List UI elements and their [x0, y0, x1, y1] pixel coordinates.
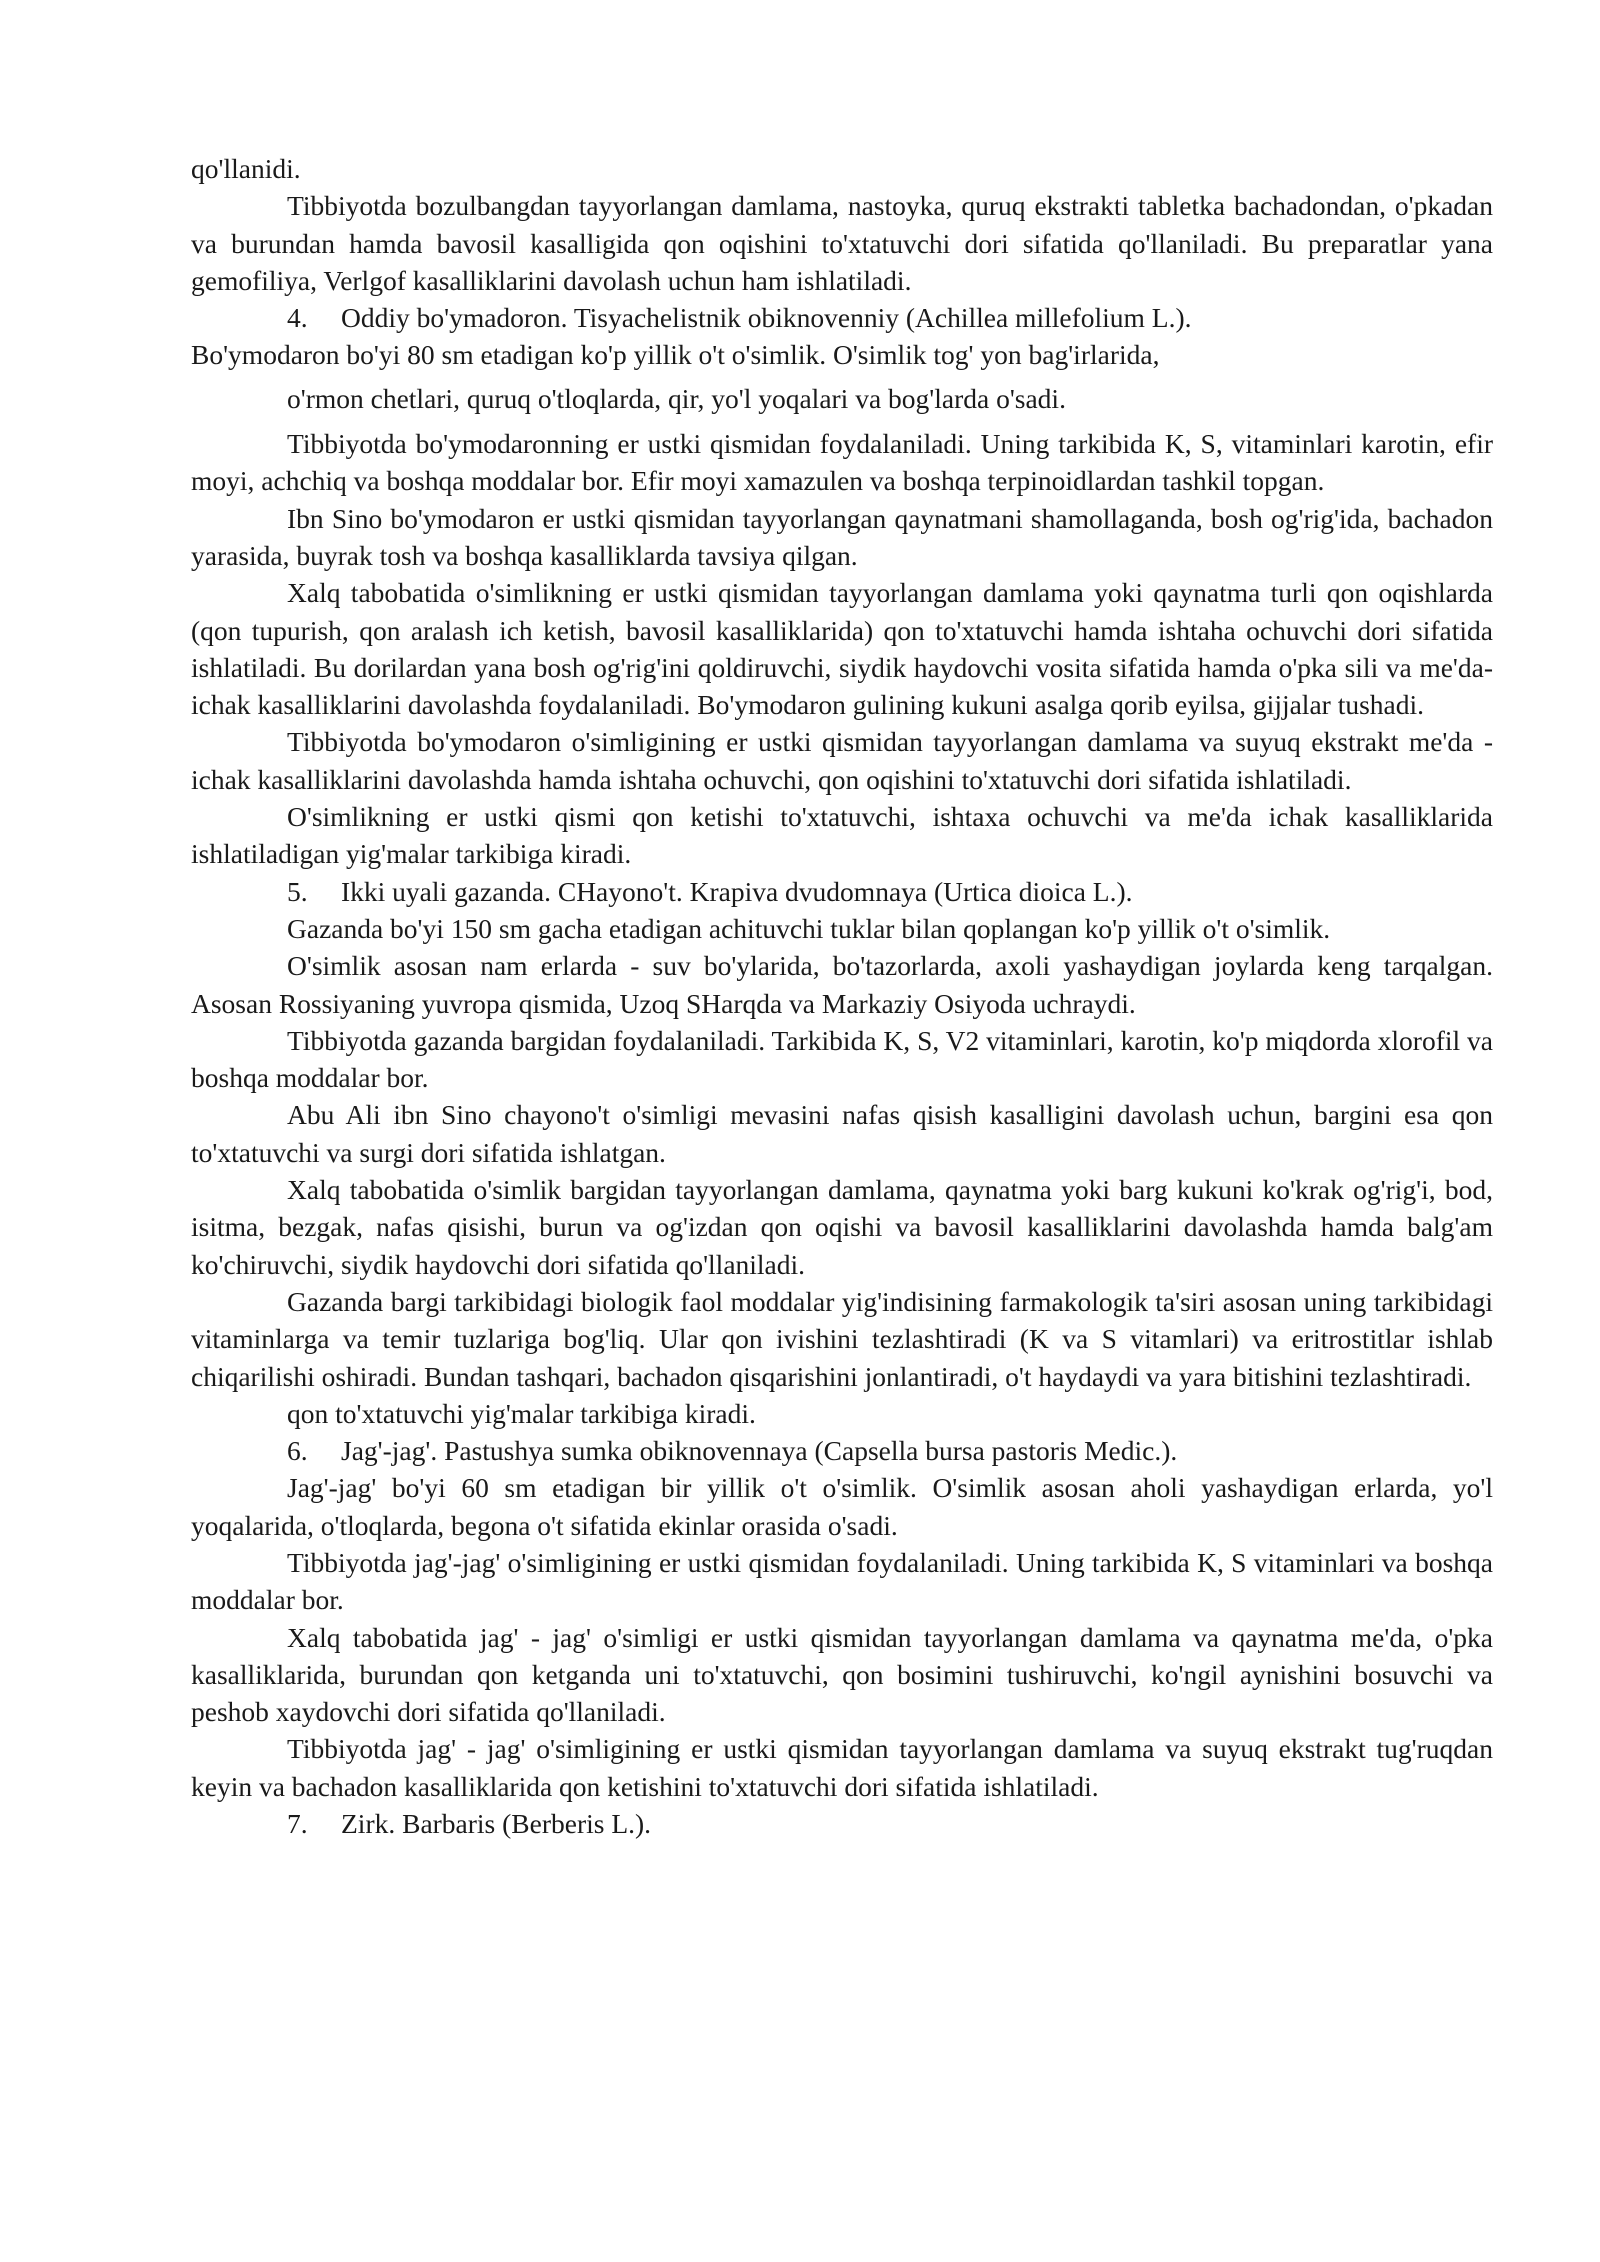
paragraph-medicine-boymodaron: Tibbiyotda bo'ymodaron o'simligining er ustki qismidan tayyorlangan damlama va suyuq ekstrakt me'da -ichak kasalliklarini davolashda hamda ishtaha ochuvchi, qon oqishini to'xtatuvchi dori sifatida ishlatiladi. [191, 726, 1493, 795]
list-item-4-heading [191, 299, 1493, 336]
document-page [191, 150, 1493, 1842]
list-number: 4. [287, 302, 308, 334]
paragraph-boymodaron-composition: Tibbiyotda bo'ymodaronning er ustki qismidan foydalaniladi. Uning tarkibida K, S, vitaminlari karotin, efir moyi, achchiq va boshqa moddalar bor. Efir moyi xamazulen va boshqa terpinoidlardan tashkil topgan. [191, 428, 1493, 497]
paragraph-gazanda-description: Gazanda bo'yi 150 sm gacha etadigan achituvchi tuklar bilan qoplangan ko'p yillik o't o'simlik. [287, 912, 1331, 944]
paragraph-folk-medicine-jagjag: Xalq tabobatida jag' - jag' o'simligi er ustki qismidan tayyorlangan damlama va qaynatma me'da, o'pka kasalliklarida, burundan qon ketganda uni to'xtatuvchi, qon bosimini tushiruvchi, ko'ngil aynishini bosuvchi va peshob xaydovchi dori sifatida qo'llaniladi. [191, 1621, 1493, 1728]
list-number: 7. [287, 1808, 308, 1840]
list-item-7-heading [191, 1805, 1493, 1842]
paragraph-gazanda-pharmacology: Gazanda bargi tarkibidagi biologik faol moddalar yig'indisining farmakologik ta'siri asosan uning tarkibidagi vitaminlarga va temir tuzlariga bog'liq. Ular qon ivishini tezlashtiradi (K va S vitamlari) va eritrostitlar ishlab chiqarilishi oshiradi. Bundan tashqari, bachadon qisqarishini jonlantiradi, o't haydaydi va yara bitishini tezlashtiradi. [191, 1285, 1493, 1392]
paragraph-jagjag-composition: Tibbiyotda jag'-jag' o'simligining er ustki qismidan foydalaniladi. Uning tarkibida K, S vitaminlari va boshqa moddalar bor. [191, 1546, 1493, 1616]
paragraph-gazanda-habitat: O'simlik asosan nam erlarda - suv bo'ylarida, bo'tazorlarda, axoli yashaydigan joylarda keng tarqalgan. Asosan Rossiyaning yuvropa qismida, Uzoq SHarqda va Markaziy Osiyoda uchraydi. [191, 950, 1493, 1019]
paragraph-medicine-jagjag: Tibbiyotda jag' - jag' o'simligining er ustki qismidan tayyorlangan damlama va suyuq ekstrakt tug'ruqdan keyin va bachadon kasalliklarida qon ketishini to'xtatuvchi dori sifatida ishlatiladi. [191, 1733, 1493, 1802]
list-item-6-heading [191, 1432, 1493, 1469]
paragraph-boymodaron-habitat: o'rmon chetlari, quruq o'tloqlarda, qir, yo'l yoqalari va bog'larda o'sadi. [287, 382, 1066, 414]
list-item-title: Oddiy bo'ymadoron. Tisyachelistnik obiknovenniy (Achillea millefolium L.). [341, 302, 1192, 334]
paragraph-gazanda-collections: qon to'xtatuvchi yig'malar tarkibiga kiradi. [287, 1397, 756, 1429]
list-number: 5. [287, 875, 308, 907]
paragraph-gazanda-composition: Tibbiyotda gazanda bargidan foydalaniladi. Tarkibida K, S, V2 vitaminlari, karotin, ko'p miqdorda xlorofil va boshqa moddalar bor. [191, 1024, 1493, 1094]
paragraph-continuation: qo'llanidi. [191, 153, 301, 184]
paragraph-folk-medicine-gazanda: Xalq tabobatida o'simlik bargidan tayyorlangan damlama, qaynatma yoki barg kukuni ko'krak og'rig'i, bod, isitma, bezgak, nafas qisishi, burun va og'izdan qon oqishi va bavosil kasalliklarini davolashda hamda balg'am ko'chiruvchi, siydik haydovchi dori sifatida qo'llaniladi. [191, 1174, 1493, 1280]
paragraph-jagjag-description: Jag'-jag' bo'yi 60 sm etadigan bir yillik o't o'simlik. O'simlik asosan aholi yashaydigan erlarda, yo'l yoqalarida, o'tloqlarda, begona o't sifatida ekinlar orasida o'sadi. [191, 1472, 1493, 1541]
paragraph-ibn-sino-boymodaron: Ibn Sino bo'ymodaron er ustki qismidan tayyorlangan qaynatmani shamollaganda, bosh og'rig'ida, bachadon yarasida, buyrak tosh va boshqa kasalliklarda tavsiya qilgan. [191, 502, 1493, 571]
paragraph-boymodaron-collections: O'simlikning er ustki qismi qon ketishi to'xtatuvchi, ishtaxa ochuvchi va me'da ichak kasalliklarida ishlatiladigan yig'malar tarkibiga kiradi. [191, 801, 1493, 870]
list-item-5-heading [191, 873, 1493, 910]
paragraph-boymodaron-description: Bo'ymodaron bo'yi 80 sm etadigan ko'p yillik o't o'simlik. O'simlik tog' yon bag'irlarida, [191, 339, 1160, 371]
list-number: 6. [287, 1435, 308, 1467]
paragraph-bozulbang-medicine: Tibbiyotda bozulbangdan tayyorlangan damlama, nastoyka, quruq ekstrakti tabletka bachadondan, o'pkadan va burundan hamda bavosil kasalligida qon oqishini to'xtatuvchi dori sifatida qo'llaniladi. Bu preparatlar yana gemofiliya, Verlgof kasalliklarini davolash uchun ham ishlatiladi. [191, 190, 1493, 296]
list-item-title: Jag'-jag'. Pastushya sumka obiknovennaya (Capsella bursa pastoris Medic.). [341, 1435, 1178, 1467]
paragraph-folk-medicine-boymodaron: Xalq tabobatida o'simlikning er ustki qismidan tayyorlangan damlama yoki qaynatma turli qon oqishlarda (qon tupurish, qon aralash ich ketish, bavosil kasalliklarida) qon to'xtatuvchi hamda ishtaha ochuvchi dori sifatida ishlatiladi. Bu dorilardan yana bosh og'rig'ini qoldiruvchi, siydik haydovchi vosita sifatida hamda o'pka sili va me'da- ichak kasalliklarini davolashda foydalaniladi. Bo'ymodaron gulining kukuni asalga qorib eyilsa, gijjalar tushadi. [191, 577, 1493, 721]
paragraph-ibn-sino-gazanda: Abu Ali ibn Sino chayono't o'simligi mevasini nafas qisish kasalligini davolash uchun, bargini esa qon to'xtatuvchi va surgi dori sifatida ishlatgan. [191, 1099, 1493, 1168]
list-item-title: Zirk. Barbaris (Berberis L.). [341, 1808, 652, 1840]
list-item-title: Ikki uyali gazanda. CHayono't. Krapiva dvudomnaya (Urtica dioica L.). [341, 875, 1133, 907]
